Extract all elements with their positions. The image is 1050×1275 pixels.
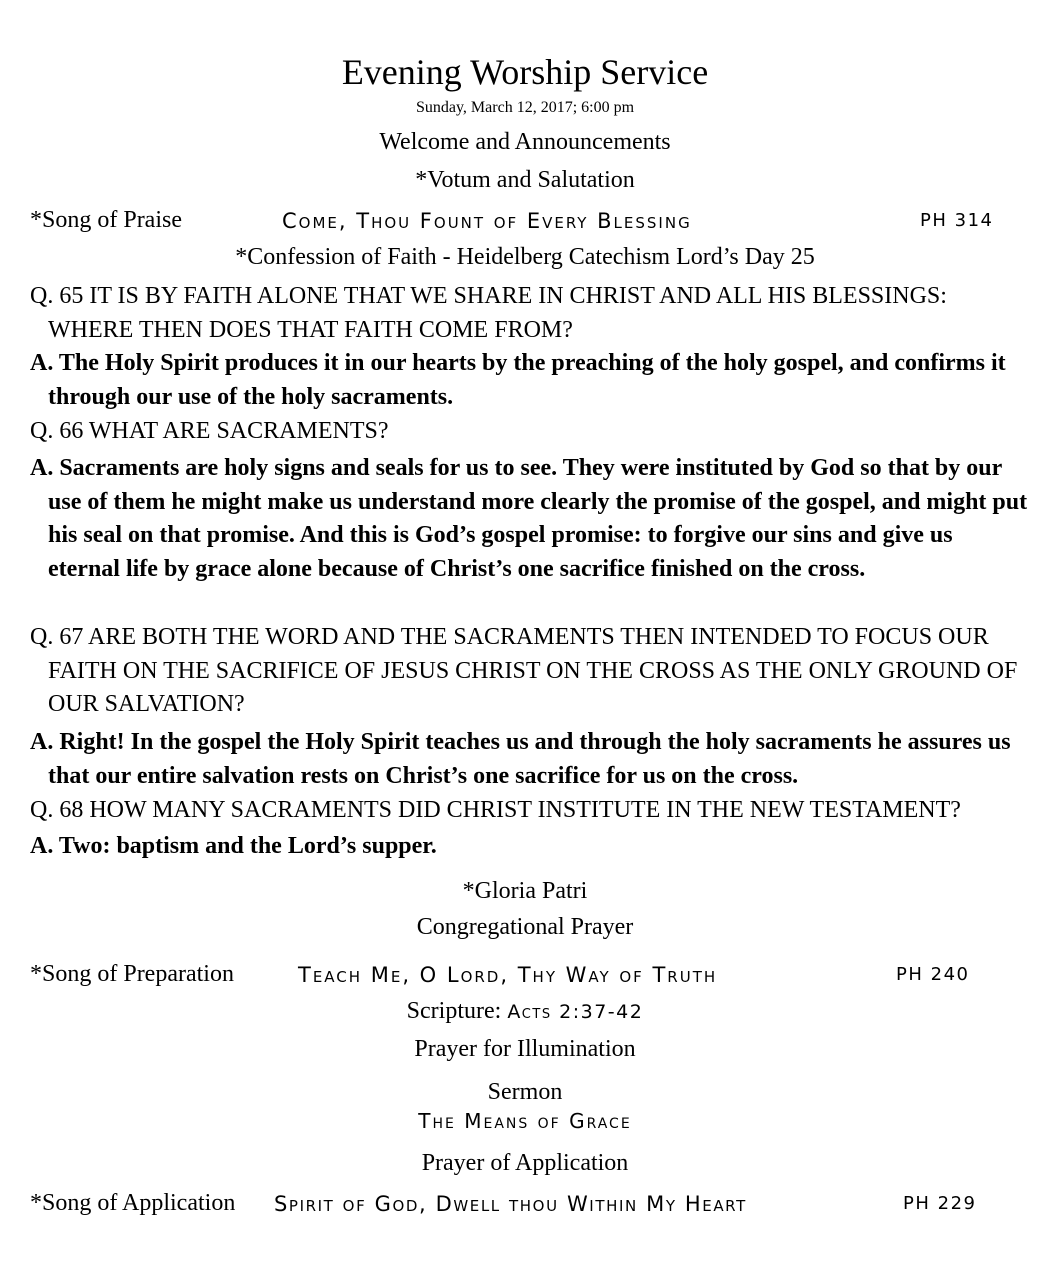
page-title: Evening Worship Service <box>341 52 709 92</box>
congregational-prayer: Congregational Prayer <box>416 914 634 940</box>
welcome-heading: Welcome and Announcements <box>379 129 671 155</box>
confession-heading: *Confession of Faith - Heidelberg Catechism Lord’s Day 25 <box>235 244 815 270</box>
song-application-number: PH 229 <box>903 1193 977 1214</box>
song-praise-number: PH 314 <box>920 210 994 231</box>
gloria-patri: *Gloria Patri <box>462 878 588 904</box>
catechism-answer-65: A. The Holy Spirit produces it in our hearts by the preaching of the holy gospel, and confirms it through our use of the holy sacraments. <box>30 350 1006 410</box>
song-preparation-title: Teach Me, O Lord, Thy Way of Truth <box>298 963 718 987</box>
catechism-question-68: Q. 68 HOW MANY SACRAMENTS DID CHRIST INSTITUTE IN THE NEW TESTAMENT? <box>30 797 961 823</box>
catechism-question-67: Q. 67 ARE BOTH THE WORD AND THE SACRAMENTS THEN INTENDED TO FOCUS OUR FAITH ON THE SACRIFICE OF JESUS CHRIST ON THE CROSS AS THE ONLY GROUND OF OUR SALVATION? <box>30 624 1018 718</box>
song-application-title: Spirit of God, Dwell thou Within My Heart <box>274 1192 747 1216</box>
catechism-question-65: Q. 65 IT IS BY FAITH ALONE THAT WE SHARE IN CHRIST AND ALL HIS BLESSINGS: WHERE THEN DOES THAT FAITH COME FROM? <box>30 283 947 343</box>
prayer-application: Prayer of Application <box>421 1150 629 1176</box>
catechism-question-66: Q. 66 WHAT ARE SACRAMENTS? <box>30 418 389 444</box>
song-preparation-number: PH 240 <box>896 964 970 985</box>
song-preparation-label: *Song of Preparation <box>30 961 234 987</box>
scripture-line <box>0 996 1050 1027</box>
catechism-answer-68: A. Two: baptism and the Lord’s supper. <box>30 833 437 859</box>
song-praise-title: Come, Thou Fount of Every Blessing <box>282 209 692 233</box>
sermon-heading: Sermon <box>487 1079 563 1105</box>
service-date: Sunday, March 12, 2017; 6:00 pm <box>415 99 635 116</box>
prayer-illumination: Prayer for Illumination <box>414 1036 636 1062</box>
scripture-label: Scripture: <box>406 998 502 1024</box>
scripture-reference: Acts 2:37-42 <box>507 1001 644 1023</box>
catechism-answer-66: A. Sacraments are holy signs and seals for us to see. They were instituted by God so that by our use of them he might make us understand more clearly the promise of the gospel, and might put his seal on that promise. And this is God’s gospel promise: to forgive our sins and give us eternal life by grace alone because of Christ’s one sacrifice finished on the cross. <box>30 455 1028 582</box>
catechism-answer-67: A. Right! In the gospel the Holy Spirit teaches us and through the holy sacraments he assures us that our entire salvation rests on Christ’s one sacrifice for us on the cross. <box>30 729 1011 789</box>
votum-heading: *Votum and Salutation <box>415 167 635 193</box>
song-application-label: *Song of Application <box>30 1190 236 1216</box>
sermon-title: The Means of Grace <box>418 1109 632 1133</box>
song-praise-label: *Song of Praise <box>30 207 182 233</box>
